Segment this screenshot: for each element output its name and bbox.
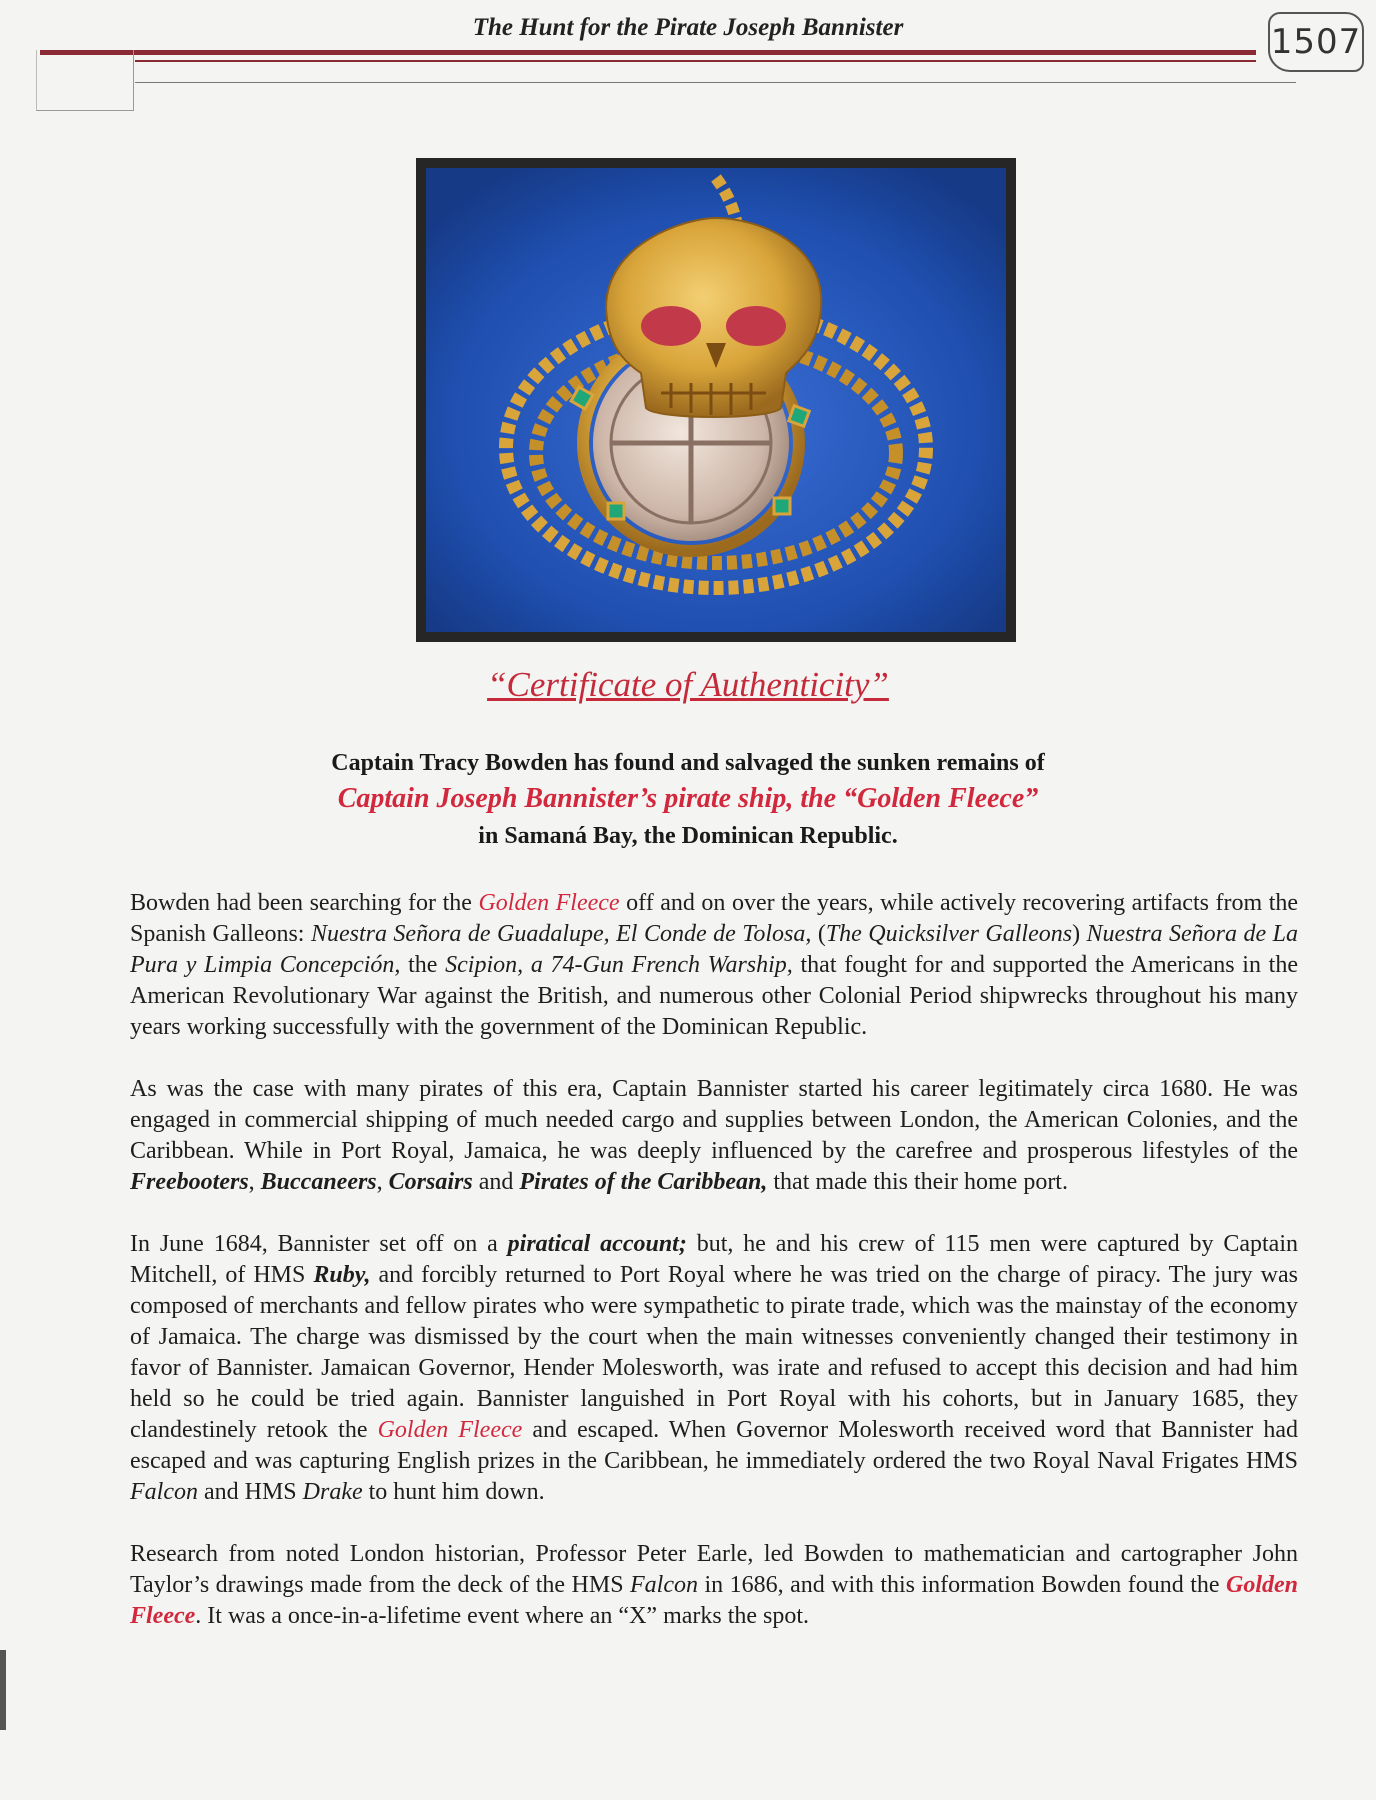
text-run: and escaped. When Governor Molesworth received word that Bannister had escaped and was capturing English prizes in the Caribbean, he immediately ordered the two Royal Naval Frigates HMS [130,1417,1298,1474]
headline-location: Samaná Bay, the Dominican Republic. [498,823,898,849]
body-text [130,888,1298,1663]
galleon-name: Nuestra Señora de La Pura y Limpia Concepción, [130,921,1298,978]
text-run: the [400,952,446,978]
text-run: , [376,1169,389,1195]
golden-fleece-mention: Golden Fleece [478,890,620,916]
galleon-nickname: The Quicksilver Galleons [825,921,1073,947]
term-buccaneers: Buccaneers [260,1169,377,1195]
page-header-title: The Hunt for the Pirate Joseph Bannister [472,14,904,41]
text-run: ( [811,921,826,947]
piratical-account: piratical account; [507,1231,687,1257]
text-run: , [248,1169,261,1195]
text-run: that fought for and supported the Americans in the American Revolutionary War against the British, and numerous other Colonial Period shipwrecks throughout his many years working successfully with the government of the Dominican Republic. [130,952,1298,1040]
headline-line-1: Captain Tracy Bowden has found and salvaged the sunken remains of [331,750,1045,776]
text-run: to hunt him down. [362,1479,545,1505]
ship-falcon: Falcon [630,1572,698,1598]
text-run: . It was a once-in-a-lifetime event where an “X” marks the spot. [195,1603,810,1629]
text-run: Bowden had been searching for the [130,890,479,916]
scan-edge-mark [0,1650,6,1730]
term-freebooters: Freebooters [130,1169,249,1195]
term-corsairs: Corsairs [388,1169,473,1195]
paragraph-4 [130,1539,1298,1632]
headline-line-2: Captain Joseph Bannister’s pirate ship, the “Golden Fleece” [337,783,1039,814]
header-rule-gray [135,82,1296,83]
paragraph-3 [130,1229,1298,1508]
ship-ruby: Ruby, [313,1262,371,1288]
galleon-names: Nuestra Señora de Guadalupe, El Conde de Tolosa, [310,921,812,947]
ship-falcon: Falcon [130,1479,198,1505]
term-pirates: Pirates of the Caribbean, [519,1169,768,1195]
text-run: that made this their home port. [767,1169,1068,1195]
text-run: In June 1684, Bannister set off on a [130,1231,508,1257]
paragraph-1 [130,888,1298,1043]
headline-line-3 [0,823,1376,850]
pendant-photo [416,158,1016,642]
text-run: and forcibly returned to Port Royal where he was tried on the charge of piracy. The jury was composed of merchants and fellow pirates who were sympathetic to pirate trade, which was the mainstay of the economy of Jamaica. The charge was dismissed by the court when the main witnesses conveniently changed their testimony in favor of Bannister. Jamaican Governor, Hender Molesworth, was irate and refused to accept this decision and had him held so he could be tried again. Bannister languished in Port Royal with his cohorts, but in January 1685, they clandestinely retook the [130,1262,1298,1443]
text-run: ) [1072,921,1087,947]
golden-fleece-mention: Golden Fleece [130,1572,1298,1629]
pendant-illustration [416,158,1016,642]
header-left-tab [36,50,134,111]
text-run: off and on over the years, while actively recovering artifacts from the Spanish Galleons: [130,890,1299,947]
text-run: but, he and his crew of 115 men were captured by Captain Mitchell, of HMS [130,1231,1299,1288]
ship-drake: Drake [302,1479,363,1505]
text-run: Research from noted London historian, Professor Peter Earle, led Bowden to mathematician and cartographer John Taylor’s drawings made from the deck of the HMS [130,1541,1298,1598]
text-run: and [472,1169,520,1195]
warship-name: Scipion, a 74-Gun French Warship, [445,952,793,978]
header-rule-thin [135,60,1256,62]
text-run: As was the case with many pirates of this era, Captain Bannister started his career legitimately circa 1680. He was engaged in commercial shipping of much needed cargo and supplies between London, the American Colonies, and the Caribbean. While in Port Royal, Jamaica, he was deeply influenced by the carefree and prosperous lifestyles of the [130,1076,1298,1164]
paragraph-2 [130,1074,1298,1198]
text-run: and HMS [197,1479,303,1505]
golden-fleece-mention: Golden Fleece [377,1417,523,1443]
header-rule-thick [40,50,1256,55]
text-run: in 1686, and with this information Bowden found the [698,1572,1226,1598]
handwritten-page-mark: 1507 [1268,12,1364,72]
certificate-title: “Certificate of Authenticity” [487,665,889,704]
headline-in: in [478,823,499,849]
